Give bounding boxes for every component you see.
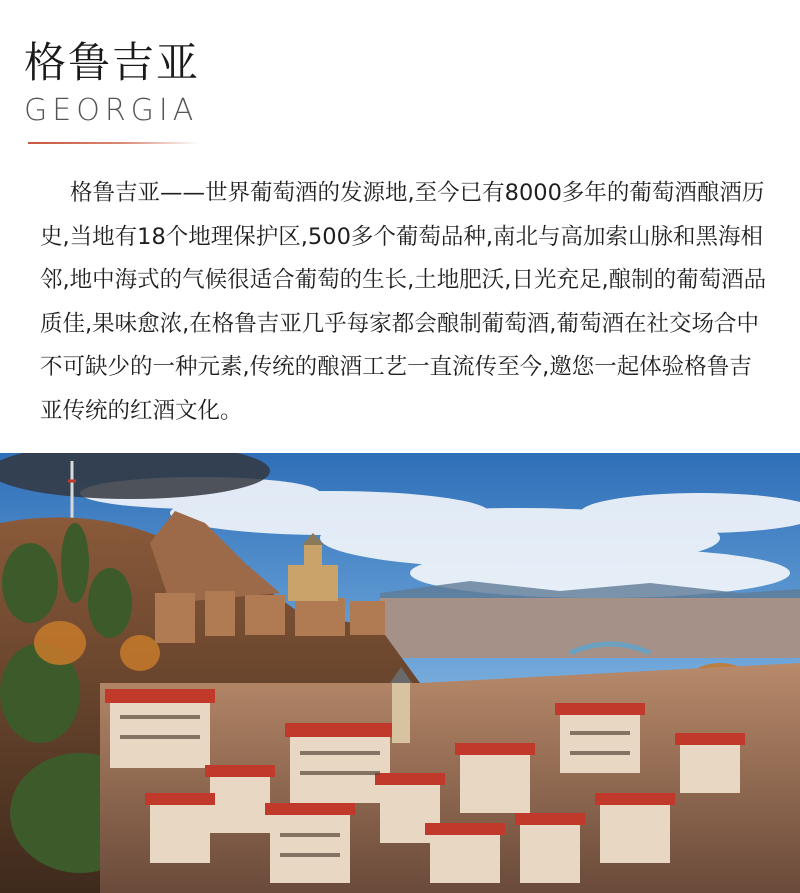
page-title: 格鲁吉亚 [24,38,201,87]
intro-paragraph: 格鲁吉亚——世界葡萄酒的发源地,至今已有8000多年的葡萄酒酿酒历史,当地有18个地理保护区,500多个葡萄品种,南北与高加索山脉和黑海相邻,地中海式的气候很适合葡萄的生长,土地肥沃,日光充足,酿制的葡萄酒品质佳,果味愈浓,在格鲁吉亚几乎每家都会酿制葡萄酒,葡萄酒在社交场合中不可缺少的一种元素,传统的酿酒工艺一直流传至今,邀您一起体验格鲁吉亚传统的红酒文化。 [40,180,767,424]
tbilisi-city-photo [0,453,800,893]
page-subtitle: GEORGIA [24,93,199,128]
title-underline [28,142,200,144]
page-header [24,38,200,128]
